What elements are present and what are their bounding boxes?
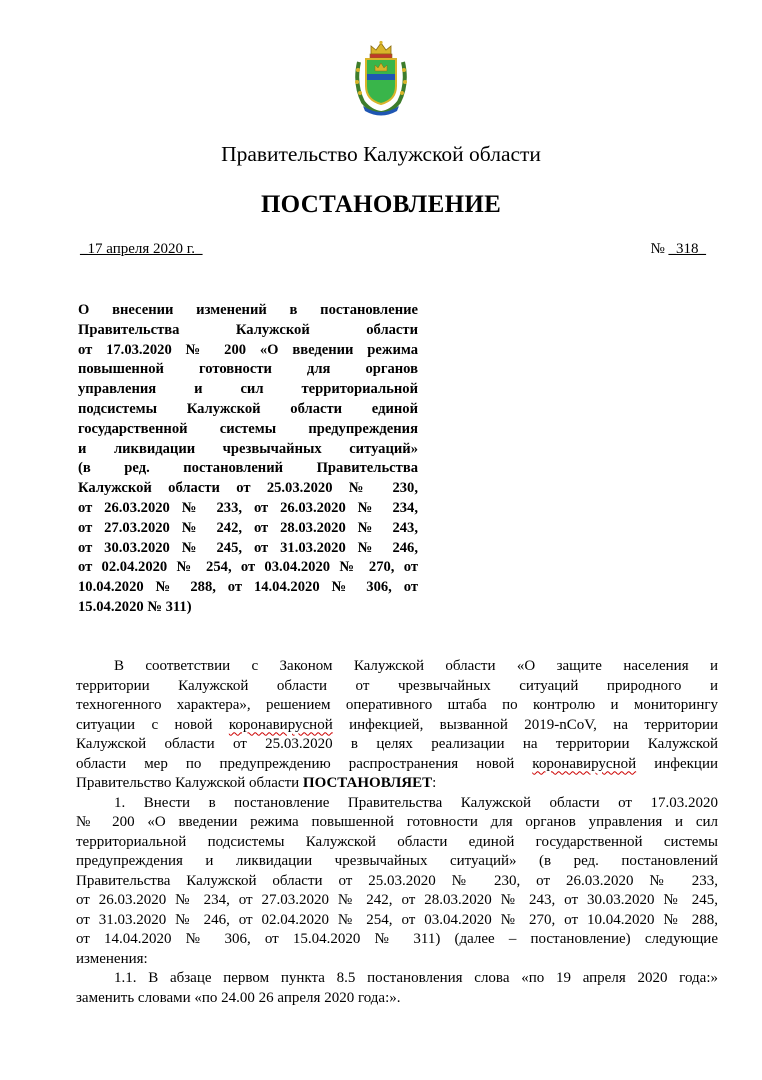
subject-line: от 26.03.2020 № 233, от 26.03.2020 № 234, — [78, 499, 418, 516]
subject-line: от 02.04.2020 № 254, от 03.04.2020 № 270, от — [78, 559, 418, 576]
subject-line: подсистемы Калужской области единой — [78, 400, 418, 417]
coat-of-arms-icon — [353, 40, 409, 116]
subject-line: Калужской области от 25.03.2020 № 230, — [78, 480, 418, 497]
item-1-1-paragraph: 1.1. В абзаце первом пункта 8.5 постановления слова «по 19 апреля 2020 года:» заменить словами «по 24.00 26 апреля 2020 года:». — [76, 970, 718, 1006]
subject-line: и ликвидации чрезвычайных ситуаций» — [78, 440, 418, 457]
spellcheck-word: коронавирусной — [228, 716, 333, 733]
document-date: _17 апреля 2020 г._ — [80, 241, 203, 257]
document-body — [76, 657, 718, 1008]
subject-line: от 17.03.2020 № 200 «О введении режима — [78, 341, 418, 358]
subject-line: управления и сил территориальной — [78, 381, 418, 398]
government-name: Правительство Калужской области — [221, 142, 541, 166]
preamble-paragraph: В соответствии с Законом Калужской области «О защите населения и территории Калужской области от чрезвычайных ситуаций природного и техногенного характера», решением оперативного штаба по контролю и мониторингу ситуации с новой коронавирусной инфекцией, вызванной 2019-nCoV, на территории Калужской области от 25.03.2020 в целях реализации на территории Калужской области мер по предупреждению распространения новой коронавирусной инфекции Правительство Калужской области ПОСТАНОВЛЯЕТ: — [76, 658, 718, 791]
item-1-paragraph: 1. Внести в постановление Правительства Калужской области от 17.03.2020 № 200 «О введении режима повышенной готовности для органов управления и сил территориальной подсистемы Калужской области единой государственной системы предупреждения и ликвидации чрезвычайных ситуаций» (в ред. постановлений Правительства Калужской области от 25.03.2020 № 230, от 26.03.2020 № 233, от 26.03.2020 № 234, от 27.03.2020 № 242, от 28.03.2020 № 243, от 30.03.2020 № 245, от 31.03.2020 № 246, от 02.04.2020 № 254, от 03.04.2020 № 270, от 10.04.2020 № 288, от 14.04.2020 № 306, от 15.04.2020 № 311) (далее – постановление) следующие изменения: — [76, 794, 718, 967]
subject-line: 10.04.2020 № 288, от 14.04.2020 № 306, от — [78, 579, 418, 596]
subject-line: Правительства Калужской области — [78, 321, 418, 338]
subject-line: от 30.03.2020 № 245, от 31.03.2020 № 246, — [78, 539, 418, 556]
subject-line: 15.04.2020 № 311) — [78, 598, 192, 615]
subject-line: от 27.03.2020 № 242, от 28.03.2020 № 243, — [78, 519, 418, 536]
subject-line: О внесении изменений в постановление — [78, 302, 418, 318]
document-subject — [78, 301, 418, 618]
document-type: ПОСТАНОВЛЕНИЕ — [260, 191, 502, 218]
subject-line: государственной системы предупреждения — [78, 420, 418, 437]
subject-line: (в ред. постановлений Правительства — [78, 460, 418, 477]
subject-line: повышенной готовности для органов — [78, 361, 418, 378]
spellcheck-word: коронавирусной — [532, 755, 637, 772]
document-number: № _318_ — [650, 241, 706, 257]
